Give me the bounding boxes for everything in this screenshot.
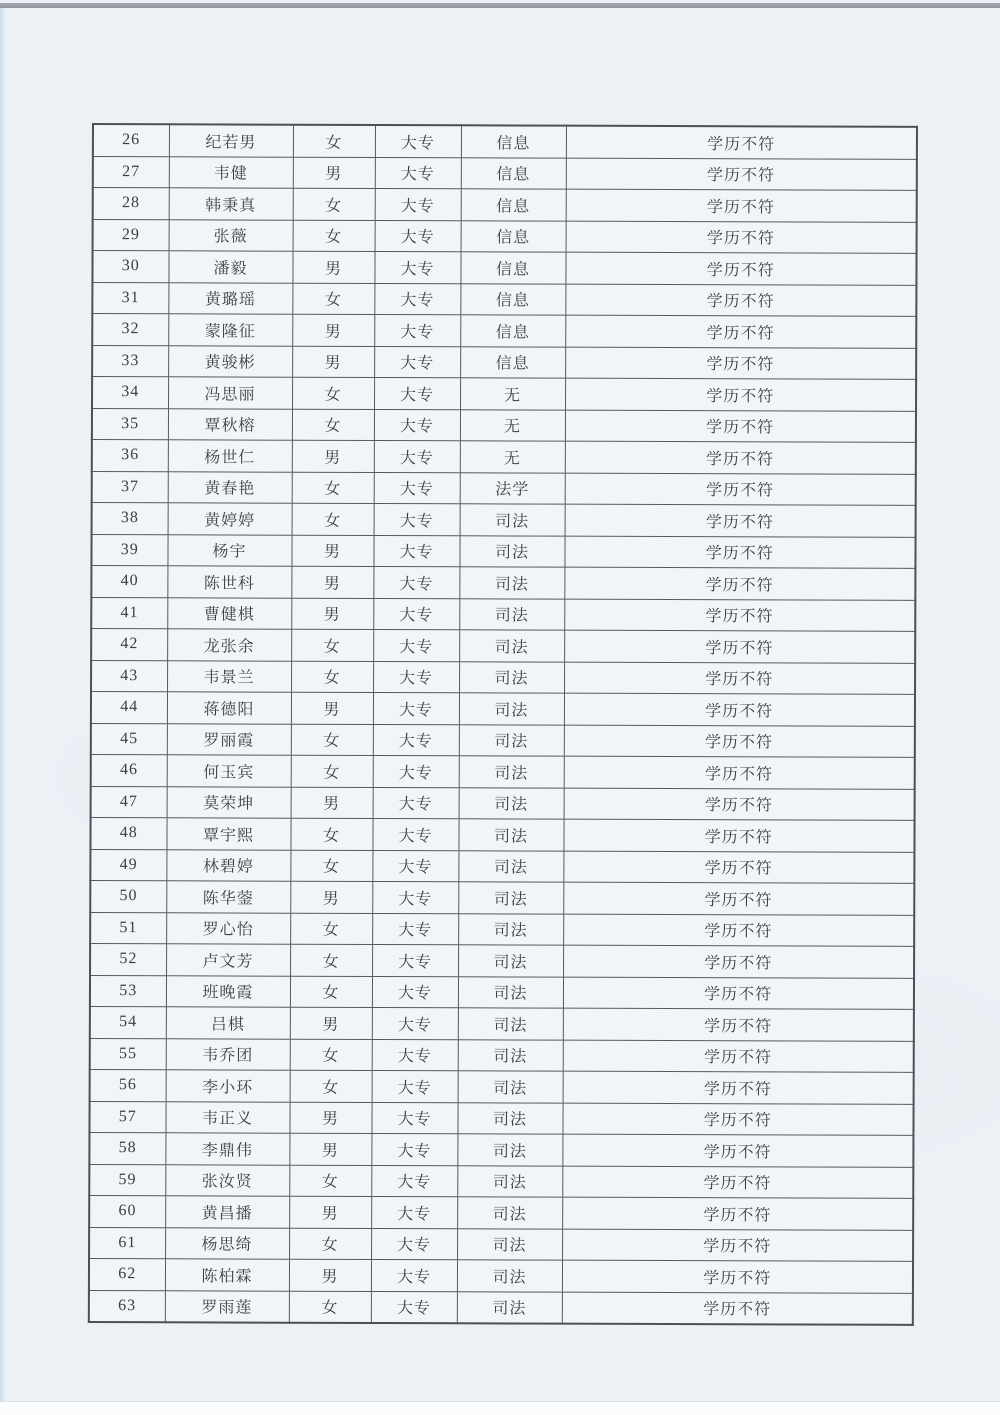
cell-no: 48: [90, 817, 166, 849]
cell-gender: 女: [292, 472, 374, 504]
cell-major: 司法: [458, 1071, 563, 1103]
cell-no: 56: [90, 1069, 166, 1101]
cell-remark: 学历不符: [562, 1166, 913, 1199]
cell-education: 大专: [372, 818, 458, 850]
cell-gender: 男: [291, 787, 373, 819]
cell-major: 司法: [458, 1039, 563, 1071]
cell-name: 曹健棋: [167, 597, 291, 629]
cell-remark: 学历不符: [563, 1071, 914, 1104]
cell-name: 韦景兰: [167, 660, 291, 692]
cell-name: 韦乔团: [166, 1038, 290, 1070]
table-row: [90, 943, 914, 977]
cell-name: 黄婷婷: [168, 503, 292, 535]
table-row: [89, 1101, 913, 1135]
cell-major: 司法: [459, 535, 564, 567]
table-row: [90, 1038, 914, 1072]
cell-name: 韩秉真: [169, 188, 293, 220]
cell-remark: 学历不符: [566, 126, 917, 159]
cell-major: 司法: [457, 1197, 562, 1229]
cell-name: 林碧婷: [166, 849, 290, 881]
cell-name: 罗丽霞: [167, 723, 291, 755]
cell-education: 大专: [373, 629, 459, 661]
cell-major: 无: [460, 441, 565, 473]
cell-remark: 学历不符: [562, 1197, 913, 1230]
cell-name: 张汝贤: [165, 1164, 289, 1196]
cell-education: 大专: [373, 692, 459, 724]
cell-education: 大专: [375, 157, 461, 189]
scan-edge-bottom: [0, 1401, 1000, 1415]
cell-education: 大专: [372, 881, 458, 913]
cell-name: 李小环: [166, 1070, 290, 1102]
cell-remark: 学历不符: [562, 1134, 913, 1167]
cell-major: 司法: [458, 976, 563, 1008]
cell-gender: 男: [292, 346, 374, 378]
cell-remark: 学历不符: [564, 693, 915, 726]
cell-gender: 男: [289, 1259, 371, 1291]
cell-gender: 男: [289, 1102, 371, 1134]
cell-no: 52: [90, 943, 166, 975]
cell-name: 罗心怡: [166, 912, 290, 944]
cell-major: 司法: [458, 1008, 563, 1040]
table-row: [93, 219, 917, 253]
cell-gender: 女: [290, 1039, 372, 1071]
cell-name: 蒋德阳: [167, 692, 291, 724]
cell-education: 大专: [372, 1007, 458, 1039]
cell-gender: 男: [290, 1007, 372, 1039]
cell-gender: 女: [293, 188, 375, 220]
cell-gender: 女: [291, 724, 373, 756]
cell-remark: 学历不符: [563, 1040, 914, 1073]
cell-education: 大专: [373, 566, 459, 598]
cell-remark: 学历不符: [566, 158, 917, 191]
table-row: [92, 314, 916, 348]
cell-gender: 女: [290, 944, 372, 976]
table-row: [89, 1195, 913, 1229]
cell-remark: 学历不符: [565, 284, 916, 317]
cell-remark: 学历不符: [562, 1103, 913, 1136]
cell-major: 司法: [457, 1260, 562, 1292]
cell-remark: 学历不符: [566, 221, 917, 254]
cell-gender: 女: [290, 913, 372, 945]
cell-major: 信息: [461, 125, 566, 157]
cell-gender: 男: [291, 598, 373, 630]
roster-table-container: [88, 123, 918, 1326]
cell-remark: 学历不符: [565, 315, 916, 348]
cell-no: 29: [93, 219, 169, 251]
cell-education: 大专: [372, 913, 458, 945]
cell-major: 法学: [460, 472, 565, 504]
cell-education: 大专: [371, 1196, 457, 1228]
cell-name: 杨思绮: [165, 1227, 289, 1259]
cell-major: 信息: [460, 346, 565, 378]
table-row: [89, 1164, 913, 1198]
cell-name: 李鼎伟: [165, 1133, 289, 1165]
cell-gender: 女: [292, 377, 374, 409]
cell-name: 班晚霞: [166, 975, 290, 1007]
cell-name: 黄璐瑶: [168, 282, 292, 314]
cell-remark: 学历不符: [564, 536, 915, 569]
table-row: [89, 1227, 913, 1261]
cell-remark: 学历不符: [562, 1292, 913, 1325]
cell-education: 大专: [372, 850, 458, 882]
cell-education: 大专: [373, 755, 459, 787]
cell-no: 45: [91, 723, 167, 755]
cell-remark: 学历不符: [565, 378, 916, 411]
cell-no: 55: [90, 1038, 166, 1070]
table-row: [92, 377, 916, 411]
table-row: [92, 440, 916, 474]
cell-gender: 女: [290, 976, 372, 1008]
cell-name: 纪若男: [169, 124, 293, 156]
cell-education: 大专: [372, 1070, 458, 1102]
table-row: [90, 817, 914, 851]
cell-education: 大专: [375, 220, 461, 252]
cell-no: 31: [92, 282, 168, 314]
cell-no: 41: [91, 597, 167, 629]
cell-gender: 女: [290, 850, 372, 882]
cell-gender: 男: [289, 1196, 371, 1228]
cell-gender: 女: [290, 818, 372, 850]
cell-no: 37: [92, 471, 168, 503]
cell-no: 36: [92, 440, 168, 472]
table-row: [91, 566, 915, 600]
cell-gender: 女: [293, 220, 375, 252]
cell-no: 62: [89, 1258, 165, 1290]
cell-no: 30: [92, 251, 168, 283]
cell-no: 32: [92, 314, 168, 346]
cell-education: 大专: [371, 1102, 457, 1134]
cell-gender: 女: [292, 409, 374, 441]
table-row: [92, 282, 916, 316]
cell-gender: 男: [292, 314, 374, 346]
cell-no: 27: [93, 156, 169, 188]
cell-major: 司法: [459, 787, 564, 819]
cell-major: 司法: [459, 598, 564, 630]
cell-no: 49: [90, 849, 166, 881]
cell-no: 59: [89, 1164, 165, 1196]
cell-remark: 学历不符: [565, 504, 916, 537]
cell-name: 杨宇: [167, 534, 291, 566]
cell-name: 覃宇熙: [166, 818, 290, 850]
cell-remark: 学历不符: [563, 851, 914, 884]
applicant-roster-table-body: [89, 124, 917, 1325]
cell-education: 大专: [371, 1228, 457, 1260]
cell-education: 大专: [371, 1165, 457, 1197]
cell-education: 大专: [371, 1259, 457, 1291]
cell-gender: 女: [290, 1070, 372, 1102]
table-row: [92, 503, 916, 537]
table-row: [92, 251, 916, 285]
cell-education: 大专: [373, 535, 459, 567]
cell-education: 大专: [373, 724, 459, 756]
cell-no: 43: [91, 660, 167, 692]
cell-no: 51: [90, 912, 166, 944]
cell-education: 大专: [372, 944, 458, 976]
cell-no: 28: [93, 188, 169, 220]
table-row: [89, 1258, 913, 1292]
cell-no: 54: [90, 1006, 166, 1038]
cell-education: 大专: [373, 598, 459, 630]
cell-gender: 男: [290, 881, 372, 913]
scan-edge-left: [0, 8, 5, 1401]
cell-major: 信息: [460, 283, 565, 315]
cell-major: 司法: [459, 630, 564, 662]
cell-name: 莫荣坤: [167, 786, 291, 818]
table-row: [90, 975, 914, 1009]
cell-no: 47: [91, 786, 167, 818]
cell-major: 司法: [459, 693, 564, 725]
cell-major: 司法: [457, 1228, 562, 1260]
cell-major: 司法: [458, 850, 563, 882]
cell-education: 大专: [374, 472, 460, 504]
cell-major: 司法: [457, 1134, 562, 1166]
cell-no: 26: [93, 124, 169, 156]
cell-no: 63: [89, 1290, 165, 1322]
cell-name: 陈世科: [167, 566, 291, 598]
cell-remark: 学历不符: [564, 725, 915, 758]
cell-major: 司法: [458, 882, 563, 914]
cell-education: 大专: [374, 440, 460, 472]
cell-gender: 女: [289, 1291, 371, 1323]
cell-major: 司法: [459, 661, 564, 693]
cell-gender: 女: [291, 629, 373, 661]
table-row: [91, 534, 915, 568]
cell-no: 61: [89, 1227, 165, 1259]
cell-remark: 学历不符: [565, 473, 916, 506]
table-row: [92, 345, 916, 379]
cell-remark: 学历不符: [565, 252, 916, 285]
table-row: [91, 723, 915, 757]
applicant-roster-table: [88, 123, 918, 1326]
table-row: [90, 1006, 914, 1040]
cell-major: 信息: [461, 220, 566, 252]
cell-gender: 男: [289, 1133, 371, 1165]
cell-gender: 女: [289, 1228, 371, 1260]
table-row: [89, 1290, 913, 1325]
cell-gender: 女: [293, 125, 375, 157]
cell-name: 何玉宾: [167, 755, 291, 787]
cell-no: 58: [89, 1132, 165, 1164]
cell-name: 杨世仁: [168, 440, 292, 472]
cell-remark: 学历不符: [563, 1008, 914, 1041]
cell-education: 大专: [374, 346, 460, 378]
table-row: [89, 1132, 913, 1166]
cell-name: 蒙隆征: [168, 314, 292, 346]
cell-gender: 女: [289, 1165, 371, 1197]
cell-gender: 女: [291, 755, 373, 787]
cell-gender: 男: [293, 157, 375, 189]
cell-education: 大专: [373, 661, 459, 693]
cell-name: 韦健: [169, 156, 293, 188]
table-row: [91, 786, 915, 820]
cell-name: 黄昌播: [165, 1196, 289, 1228]
table-row: [93, 156, 917, 190]
table-row: [91, 660, 915, 694]
cell-remark: 学历不符: [564, 630, 915, 663]
cell-major: 司法: [460, 504, 565, 536]
cell-remark: 学历不符: [564, 756, 915, 789]
cell-remark: 学历不符: [562, 1229, 913, 1262]
cell-name: 潘毅: [168, 251, 292, 283]
table-row: [93, 124, 917, 159]
cell-remark: 学历不符: [565, 441, 916, 474]
scan-edge-top: [0, 3, 1000, 8]
table-row: [90, 1069, 914, 1103]
cell-remark: 学历不符: [565, 347, 916, 380]
cell-education: 大专: [371, 1133, 457, 1165]
cell-no: 38: [92, 503, 168, 535]
table-row: [91, 692, 915, 726]
cell-gender: 男: [291, 535, 373, 567]
cell-no: 50: [90, 880, 166, 912]
cell-remark: 学历不符: [565, 410, 916, 443]
cell-education: 大专: [374, 503, 460, 535]
cell-major: 司法: [457, 1165, 562, 1197]
cell-name: 黄春艳: [168, 471, 292, 503]
cell-name: 黄骏彬: [168, 345, 292, 377]
cell-remark: 学历不符: [562, 1260, 913, 1293]
cell-gender: 女: [291, 661, 373, 693]
cell-major: 司法: [459, 724, 564, 756]
cell-no: 33: [92, 345, 168, 377]
cell-major: 信息: [461, 189, 566, 221]
cell-major: 司法: [458, 819, 563, 851]
cell-education: 大专: [373, 787, 459, 819]
cell-remark: 学历不符: [566, 189, 917, 222]
cell-education: 大专: [371, 1291, 457, 1323]
cell-name: 覃秋榕: [168, 408, 292, 440]
table-row: [92, 471, 916, 505]
cell-education: 大专: [374, 283, 460, 315]
cell-major: 司法: [459, 567, 564, 599]
cell-gender: 男: [291, 692, 373, 724]
cell-no: 53: [90, 975, 166, 1007]
cell-major: 无: [460, 378, 565, 410]
cell-remark: 学历不符: [564, 662, 915, 695]
table-row: [90, 849, 914, 883]
cell-major: 无: [460, 409, 565, 441]
cell-name: 陈华蓥: [166, 881, 290, 913]
cell-remark: 学历不符: [563, 882, 914, 915]
table-row: [91, 754, 915, 788]
cell-remark: 学历不符: [564, 599, 915, 632]
cell-major: 司法: [457, 1291, 562, 1323]
cell-remark: 学历不符: [564, 567, 915, 600]
cell-education: 大专: [374, 409, 460, 441]
cell-major: 信息: [460, 252, 565, 284]
cell-gender: 女: [292, 503, 374, 535]
table-row: [91, 629, 915, 663]
cell-no: 42: [91, 629, 167, 661]
cell-gender: 男: [292, 251, 374, 283]
cell-no: 34: [92, 377, 168, 409]
cell-major: 司法: [458, 945, 563, 977]
cell-no: 46: [91, 754, 167, 786]
table-row: [90, 912, 914, 946]
cell-education: 大专: [374, 377, 460, 409]
cell-remark: 学历不符: [563, 945, 914, 978]
cell-remark: 学历不符: [563, 914, 914, 947]
cell-major: 司法: [458, 913, 563, 945]
cell-name: 罗雨莲: [165, 1290, 289, 1322]
cell-gender: 女: [292, 283, 374, 315]
cell-major: 信息: [460, 315, 565, 347]
table-row: [93, 188, 917, 222]
cell-name: 韦正义: [165, 1101, 289, 1133]
cell-name: 张薇: [169, 219, 293, 251]
cell-education: 大专: [374, 251, 460, 283]
cell-major: 司法: [457, 1102, 562, 1134]
cell-name: 冯思丽: [168, 377, 292, 409]
cell-education: 大专: [375, 188, 461, 220]
cell-education: 大专: [375, 125, 461, 157]
cell-no: 57: [89, 1101, 165, 1133]
cell-no: 39: [91, 534, 167, 566]
cell-education: 大专: [372, 976, 458, 1008]
cell-gender: 男: [291, 566, 373, 598]
cell-name: 吕棋: [166, 1007, 290, 1039]
cell-name: 陈柏霖: [165, 1259, 289, 1291]
cell-name: 卢文芳: [166, 944, 290, 976]
cell-no: 60: [89, 1195, 165, 1227]
table-row: [90, 880, 914, 914]
cell-education: 大专: [372, 1039, 458, 1071]
cell-education: 大专: [374, 314, 460, 346]
cell-name: 龙张余: [167, 629, 291, 661]
cell-remark: 学历不符: [563, 819, 914, 852]
cell-no: 44: [91, 692, 167, 724]
cell-major: 司法: [459, 756, 564, 788]
table-row: [91, 597, 915, 631]
cell-remark: 学历不符: [564, 788, 915, 821]
cell-no: 40: [91, 566, 167, 598]
cell-remark: 学历不符: [563, 977, 914, 1010]
table-row: [92, 408, 916, 442]
cell-gender: 男: [292, 440, 374, 472]
cell-no: 35: [92, 408, 168, 440]
cell-major: 信息: [461, 157, 566, 189]
